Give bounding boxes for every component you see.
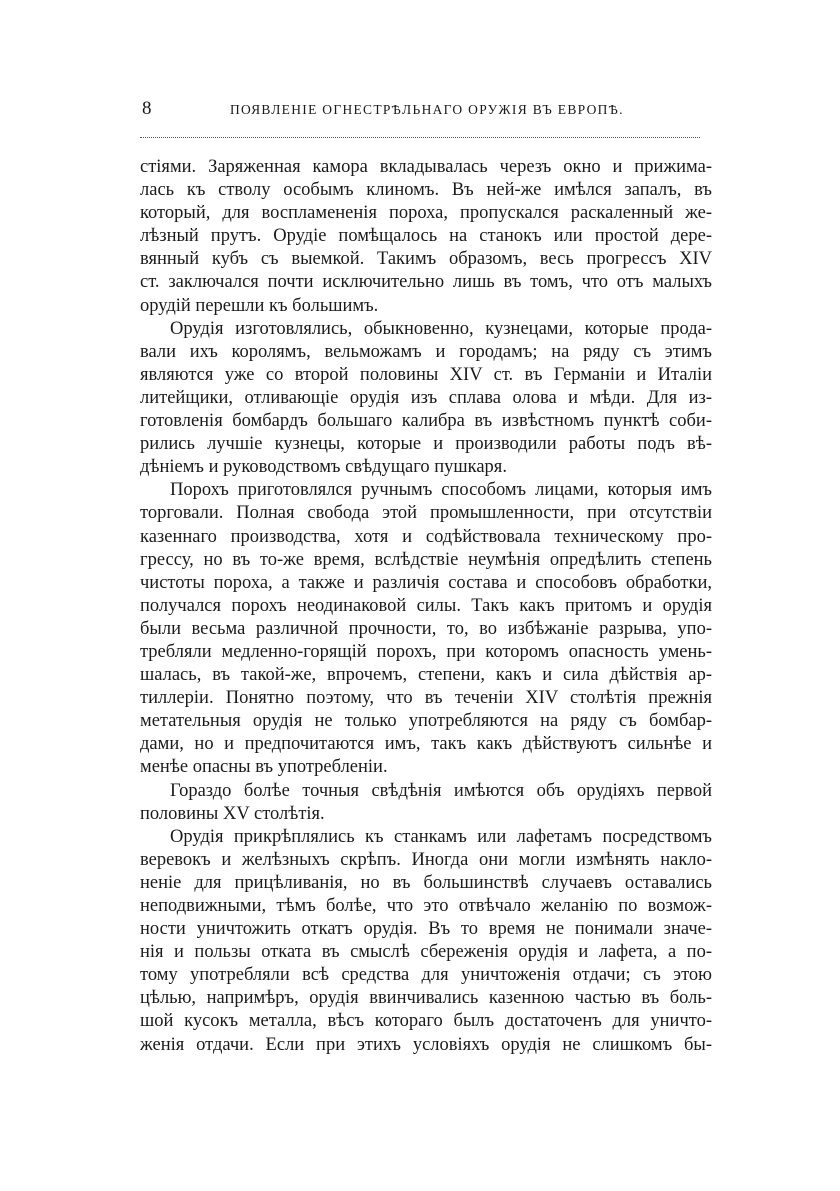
text-line: половины XV столѣтія. [140, 803, 325, 824]
text-line: дѣніемъ и руководствомъ свѣдущаго пушкаря. [140, 457, 507, 478]
text-line: женія отдачи. Если при этихъ условіяхъ орудія не слишкомъ бы- [140, 1034, 712, 1055]
running-title: ПОЯВЛЕНІЕ ОГНЕСТРѢЛЬНАГО ОРУЖІЯ ВЪ ЕВРОПѢ. [230, 102, 624, 117]
text-line: были весьма различной прочности, то, во избѣжаніе разрыва, упо- [140, 618, 712, 639]
text-line: веревокъ и желѣзныхъ скрѣпъ. Иногда они могли измѣнять накло- [140, 849, 712, 870]
text-line: лѣзный прутъ. Орудіе помѣщалось на станокъ или простой дере- [140, 226, 712, 247]
body-text [140, 156, 712, 1057]
text-line: стіями. Заряженная камора вкладывалась черезъ окно и прижима- [140, 157, 712, 177]
text-line: тому употребляли всѣ средства для уничтоженія отдачи; съ этою [140, 965, 712, 986]
text-line: литейщики, отливающіе орудія изъ сплава олова и мѣди. Для из- [140, 387, 712, 408]
text-line: готовленія бомбардъ большаго калибра въ извѣстномъ пунктѣ соби- [140, 411, 712, 432]
text-line: который, для воспламененія пороха, пропускался раскаленный же- [140, 203, 712, 224]
text-line: Гораздо болѣе точныя свѣдѣнія имѣются объ орудіяхъ первой [170, 780, 712, 801]
text-line: менѣе опасны въ употребленіи. [140, 757, 388, 778]
text-line: вали ихъ королямъ, вельможамъ и городамъ; на ряду съ этимъ [140, 341, 712, 362]
text-line: чистоты пороха, а также и различія состава и способовъ обработки, [140, 572, 712, 593]
text-line: метательныя орудія не только употребляются на ряду съ бомбар- [140, 711, 712, 732]
text-line: ности уничтожить откатъ орудія. Въ то время не понимали значе- [140, 919, 712, 940]
text-line: требляли медленно-горящій порохъ, при которомъ опасность умень- [140, 641, 712, 662]
text-line: нія и пользы отката въ смыслѣ сбереженія орудія и лафета, а по- [140, 942, 712, 963]
header-divider [140, 137, 700, 138]
text-line: грессу, но въ то-же время, вслѣдствіе неумѣнія опредѣлить степень [140, 549, 712, 570]
page-number: 8 [142, 98, 152, 119]
text-line: ст. заключался почти исключительно лишь въ томъ, что отъ малыхъ [140, 272, 712, 293]
page-header [140, 98, 700, 122]
text-line: вянный кубъ съ выемкой. Такимъ образомъ, весь прогрессъ XIV [140, 249, 712, 270]
text-line: Орудія прикрѣплялись къ станкамъ или лафетамъ посредствомъ [170, 826, 712, 847]
text-line: дами, но и предпочитаются имъ, такъ какъ дѣйствуютъ сильнѣе и [140, 734, 712, 755]
text-line: Орудія изготовлялись, обыкновенно, кузнецами, которые прода- [170, 318, 712, 339]
text-line: цѣлью, напримѣръ, орудія ввинчивались казенною частью въ боль- [140, 988, 712, 1009]
text-line: являются уже со второй половины XIV ст. въ Германіи и Италіи [140, 364, 712, 385]
text-line: тиллеріи. Понятно поэтому, что въ теченіи XIV столѣтія прежнія [140, 688, 712, 709]
text-line: казеннаго производства, хотя и содѣйствовала техническому про- [140, 526, 712, 547]
text-line: получался порохъ неодинаковой силы. Такъ какъ притомъ и орудія [140, 595, 712, 616]
text-line: рились лучшіе кузнецы, которые и производили работы подъ вѣ- [140, 434, 712, 455]
text-line: неподвижными, тѣмъ болѣе, что это отвѣчало желанію по возмож- [140, 896, 712, 916]
text-line: орудій перешли къ большимъ. [140, 295, 379, 316]
text-line: Порохъ приготовлялся ручнымъ способомъ лицами, которыя имъ [170, 480, 712, 501]
text-line: неніе для прицѣливанія, но въ большинствѣ случаевъ оставались [140, 872, 712, 893]
text-line: торговали. Полная свобода этой промышленности, при отсутствіи [140, 503, 712, 524]
text-line: лась къ стволу особымъ клиномъ. Въ ней-же имѣлся запалъ, въ [140, 180, 712, 201]
text-line: шой кусокъ металла, вѣсъ котораго былъ достаточенъ для уничто- [140, 1011, 712, 1032]
text-line: шалась, въ такой-же, впрочемъ, степени, какъ и сила дѣйствія ар- [140, 665, 712, 686]
